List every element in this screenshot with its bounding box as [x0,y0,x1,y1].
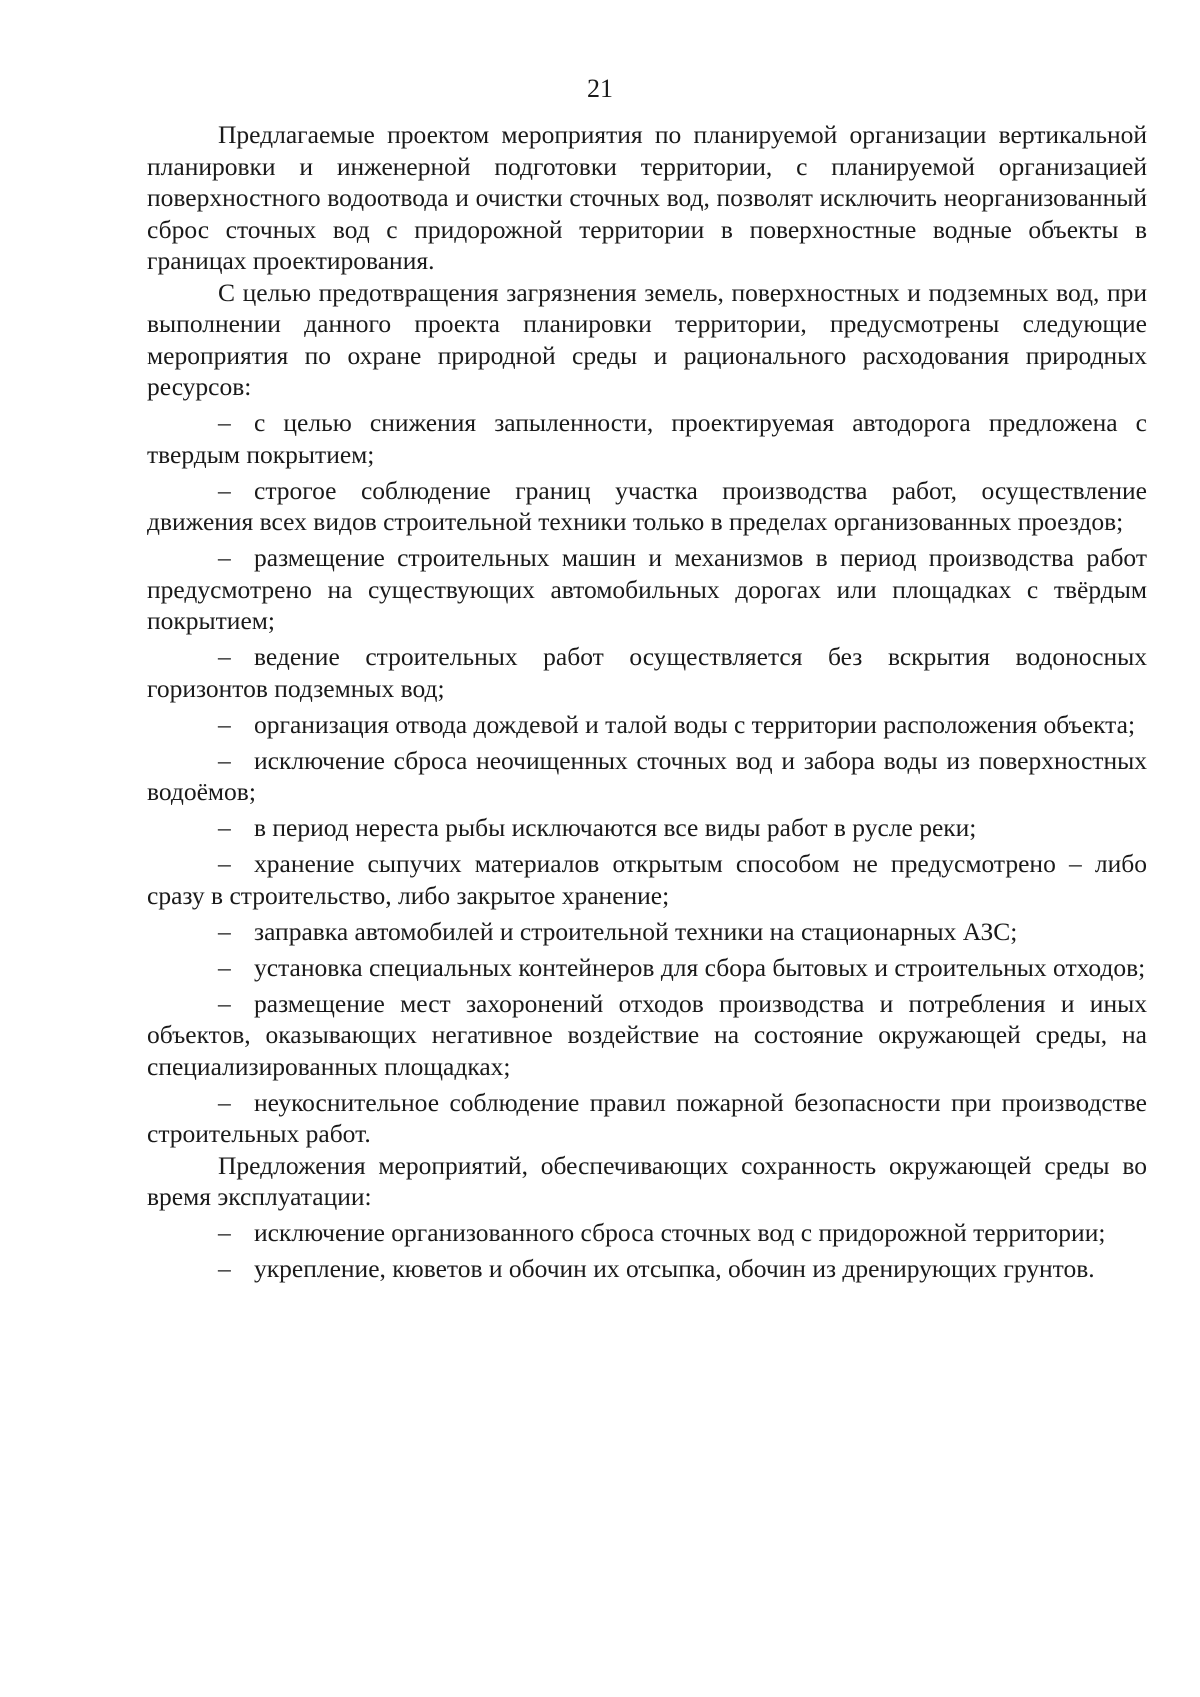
bullet-item [147,916,1147,948]
bullet-text: размещение мест захоронений отходов производства и потребления и иных объектов, оказывающих негативное воздействие на состояние окружающей среды, на специализированных площадках; [147,988,1147,1081]
bullet-item [147,1087,1147,1150]
bullet-dash: – [218,543,231,572]
bullet-text: в период нереста рыбы исключаются все виды работ в русле реки; [254,813,977,842]
bullet-text: заправка автомобилей и строительной техники на стационарных АЗС; [254,916,1018,946]
bullet-dash: – [218,988,231,1018]
bullet-item [147,988,1147,1083]
bullet-item [147,952,1147,984]
bullet-dash: – [218,642,231,671]
bullet-dash: – [218,408,231,437]
bullet-dash: – [218,709,231,739]
bullet-dash: – [218,849,231,878]
bullet-text: исключение сброса неочищенных сточных вод и забора воды из поверхностных водоёмов; [147,745,1147,806]
paragraph: Предложения мероприятий, обеспечивающих сохранность окружающей среды во время эксплуатации: [147,1150,1147,1211]
bullet-dash: – [218,916,231,946]
bullet-text: установка специальных контейнеров для сбора бытовых и строительных отходов; [254,952,1146,982]
bullet-text: неукоснительное соблюдение правил пожарной безопасности при производстве строительных работ. [147,1087,1147,1148]
bullet-dash: – [218,813,231,842]
bullet-text: с целью снижения запыленности, проектируемая автодорога предложена с твердым покрытием; [147,408,1147,469]
bullet-text: исключение организованного сброса сточных вод с придорожной территории; [254,1218,1106,1247]
document-body [147,119,1147,1285]
bullet-item [147,848,1147,911]
bullet-text: ведение строительных работ осуществляется без вскрытия водоносных горизонтов подземных вод; [147,642,1147,703]
bullet-dash: – [218,1218,231,1247]
bullet-text: размещение строительных машин и механизмов в период производства работ предусмотрено на существующих автомобильных дорогах или площадках с твёрдым покрытием; [147,543,1147,635]
bullet-item [147,1253,1147,1285]
paragraph: С целью предотвращения загрязнения земель, поверхностных и подземных вод, при выполнении данного проекта планировки территории, предусмотрены следующие мероприятия по охране природной среды и рационального расходования природных ресурсов: [147,277,1147,401]
bullet-item [147,542,1147,637]
bullet-dash: – [218,1254,231,1283]
bullet-text: хранение сыпучих материалов открытым способом не предусмотрено – либо сразу в строительство, либо закрытое хранение; [147,849,1147,910]
bullet-dash: – [218,1087,231,1117]
bullet-item [147,407,1147,470]
bullet-text: организация отвода дождевой и талой воды с территории расположения объекта; [254,709,1136,739]
bullet-item [147,745,1147,808]
paragraph: Предлагаемые проектом мероприятия по планируемой организации вертикальной планировки и инженерной подготовки территории, с планируемой организацией поверхностного водоотвода и очистки сточных вод, позволят исключить неорганизованный сброс сточных вод с придорожной территории в поверхностные водные объекты в границах проектирования. [147,120,1147,275]
bullet-item [147,641,1147,704]
bullet-dash: – [218,745,231,775]
page-number: 21 [587,74,613,103]
bullet-text: укрепление, кюветов и обочин их отсыпка, обочин из дренирующих грунтов. [254,1254,1095,1283]
bullet-text: строгое соблюдение границ участка производства работ, осуществление движения всех видов строительной техники только в пределах организованных проездов; [147,475,1147,536]
bullet-dash: – [218,952,231,982]
bullet-item [147,1217,1147,1249]
bullet-item [147,475,1147,538]
bullet-dash: – [218,475,231,505]
bullet-item [147,709,1147,741]
bullet-item [147,812,1147,844]
